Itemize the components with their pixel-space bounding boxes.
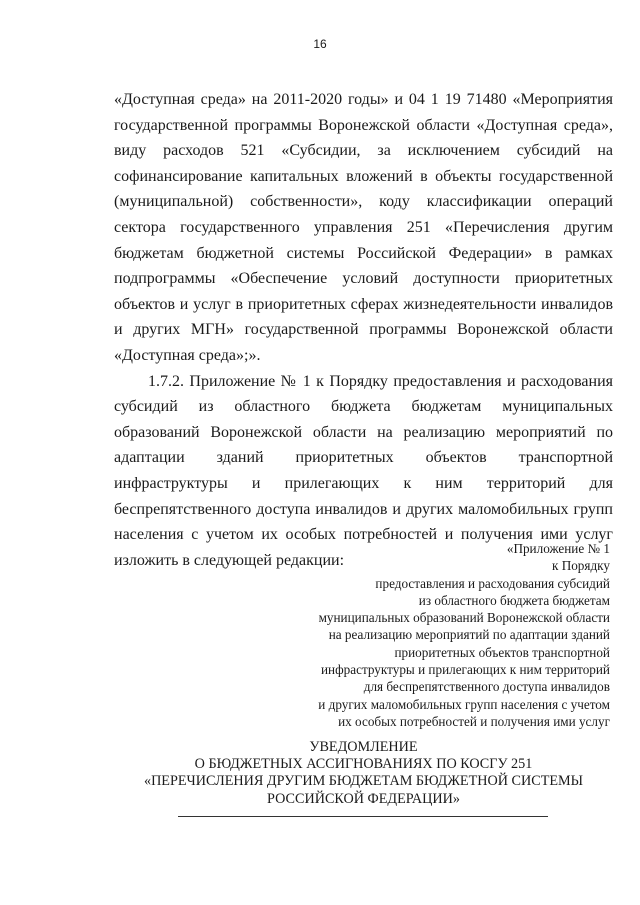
notice-title-line: УВЕДОМЛЕНИЕ xyxy=(309,739,418,755)
appendix-line: из областного бюджета бюджетам xyxy=(418,592,610,608)
appendix-line: их особых потребностей и получения ими услуг xyxy=(338,713,610,729)
paragraph-1-7-2: 1.7.2. Приложение № 1 к Порядку предоставления и расходования субсидий из областного бюджета бюджетам муниципальных образований Воронежской области на реализацию мероприятий по адаптации зданий приоритетных объектов транспортной инфраструктуры и прилегающих к ним территорий для беспрепятственного доступа инвалидов и других маломобильных групп населения с учетом их особых потребностей и получения ими услуг изложить в следующей редакции: xyxy=(114,372,613,569)
body-text xyxy=(114,87,613,573)
appendix-header xyxy=(290,540,610,730)
appendix-line: муниципальных образований Воронежской области xyxy=(318,610,610,626)
appendix-line: на реализацию мероприятий по адаптации зданий xyxy=(328,627,610,643)
appendix-line: для беспрепятственного доступа инвалидов xyxy=(363,679,610,695)
paragraph-continuation: «Доступная среда» на 2011-2020 годы» и 04 1 19 71480 «Мероприятия государственной программы Воронежской области «Доступная среда», виду расходов 521 «Субсидии, за исключением субсидий на софинансирование капитальных вложений в объекты государственной (муниципальной) собственности», коду классификации операций сектора государственного управления 251 «Перечисления другим бюджетам бюджетной системы Российской Федерации» в рамках подпрограммы «Обеспечение условий доступности приоритетных объектов и услуг в приоритетных сферах жизнедеятельности инвалидов и других МГН» государственной программы Воронежской области «Доступная среда»;». xyxy=(114,91,613,364)
notice-title-line: О БЮДЖЕТНЫХ АССИГНОВАНИЯХ ПО КОСГУ 251 xyxy=(194,756,533,773)
appendix-line: инфраструктуры и прилегающих к ним территорий xyxy=(321,662,610,678)
appendix-line: приоритетных объектов транспортной xyxy=(394,644,610,660)
signature-underline xyxy=(178,816,548,817)
appendix-line: предоставления и расходования субсидий xyxy=(375,575,610,591)
appendix-line: «Приложение № 1 xyxy=(506,541,610,556)
notice-title xyxy=(114,739,613,808)
notice-title-line: «ПЕРЕЧИСЛЕНИЯ ДРУГИМ БЮДЖЕТАМ БЮДЖЕТНОЙ СИСТЕМЫ xyxy=(143,773,584,790)
appendix-line: и других маломобильных групп населения с учетом xyxy=(318,696,610,712)
page-number: 16 xyxy=(313,37,327,51)
appendix-line: к Порядку xyxy=(551,558,610,574)
notice-title-line: РОССИЙСКОЙ ФЕДЕРАЦИИ» xyxy=(267,790,460,807)
